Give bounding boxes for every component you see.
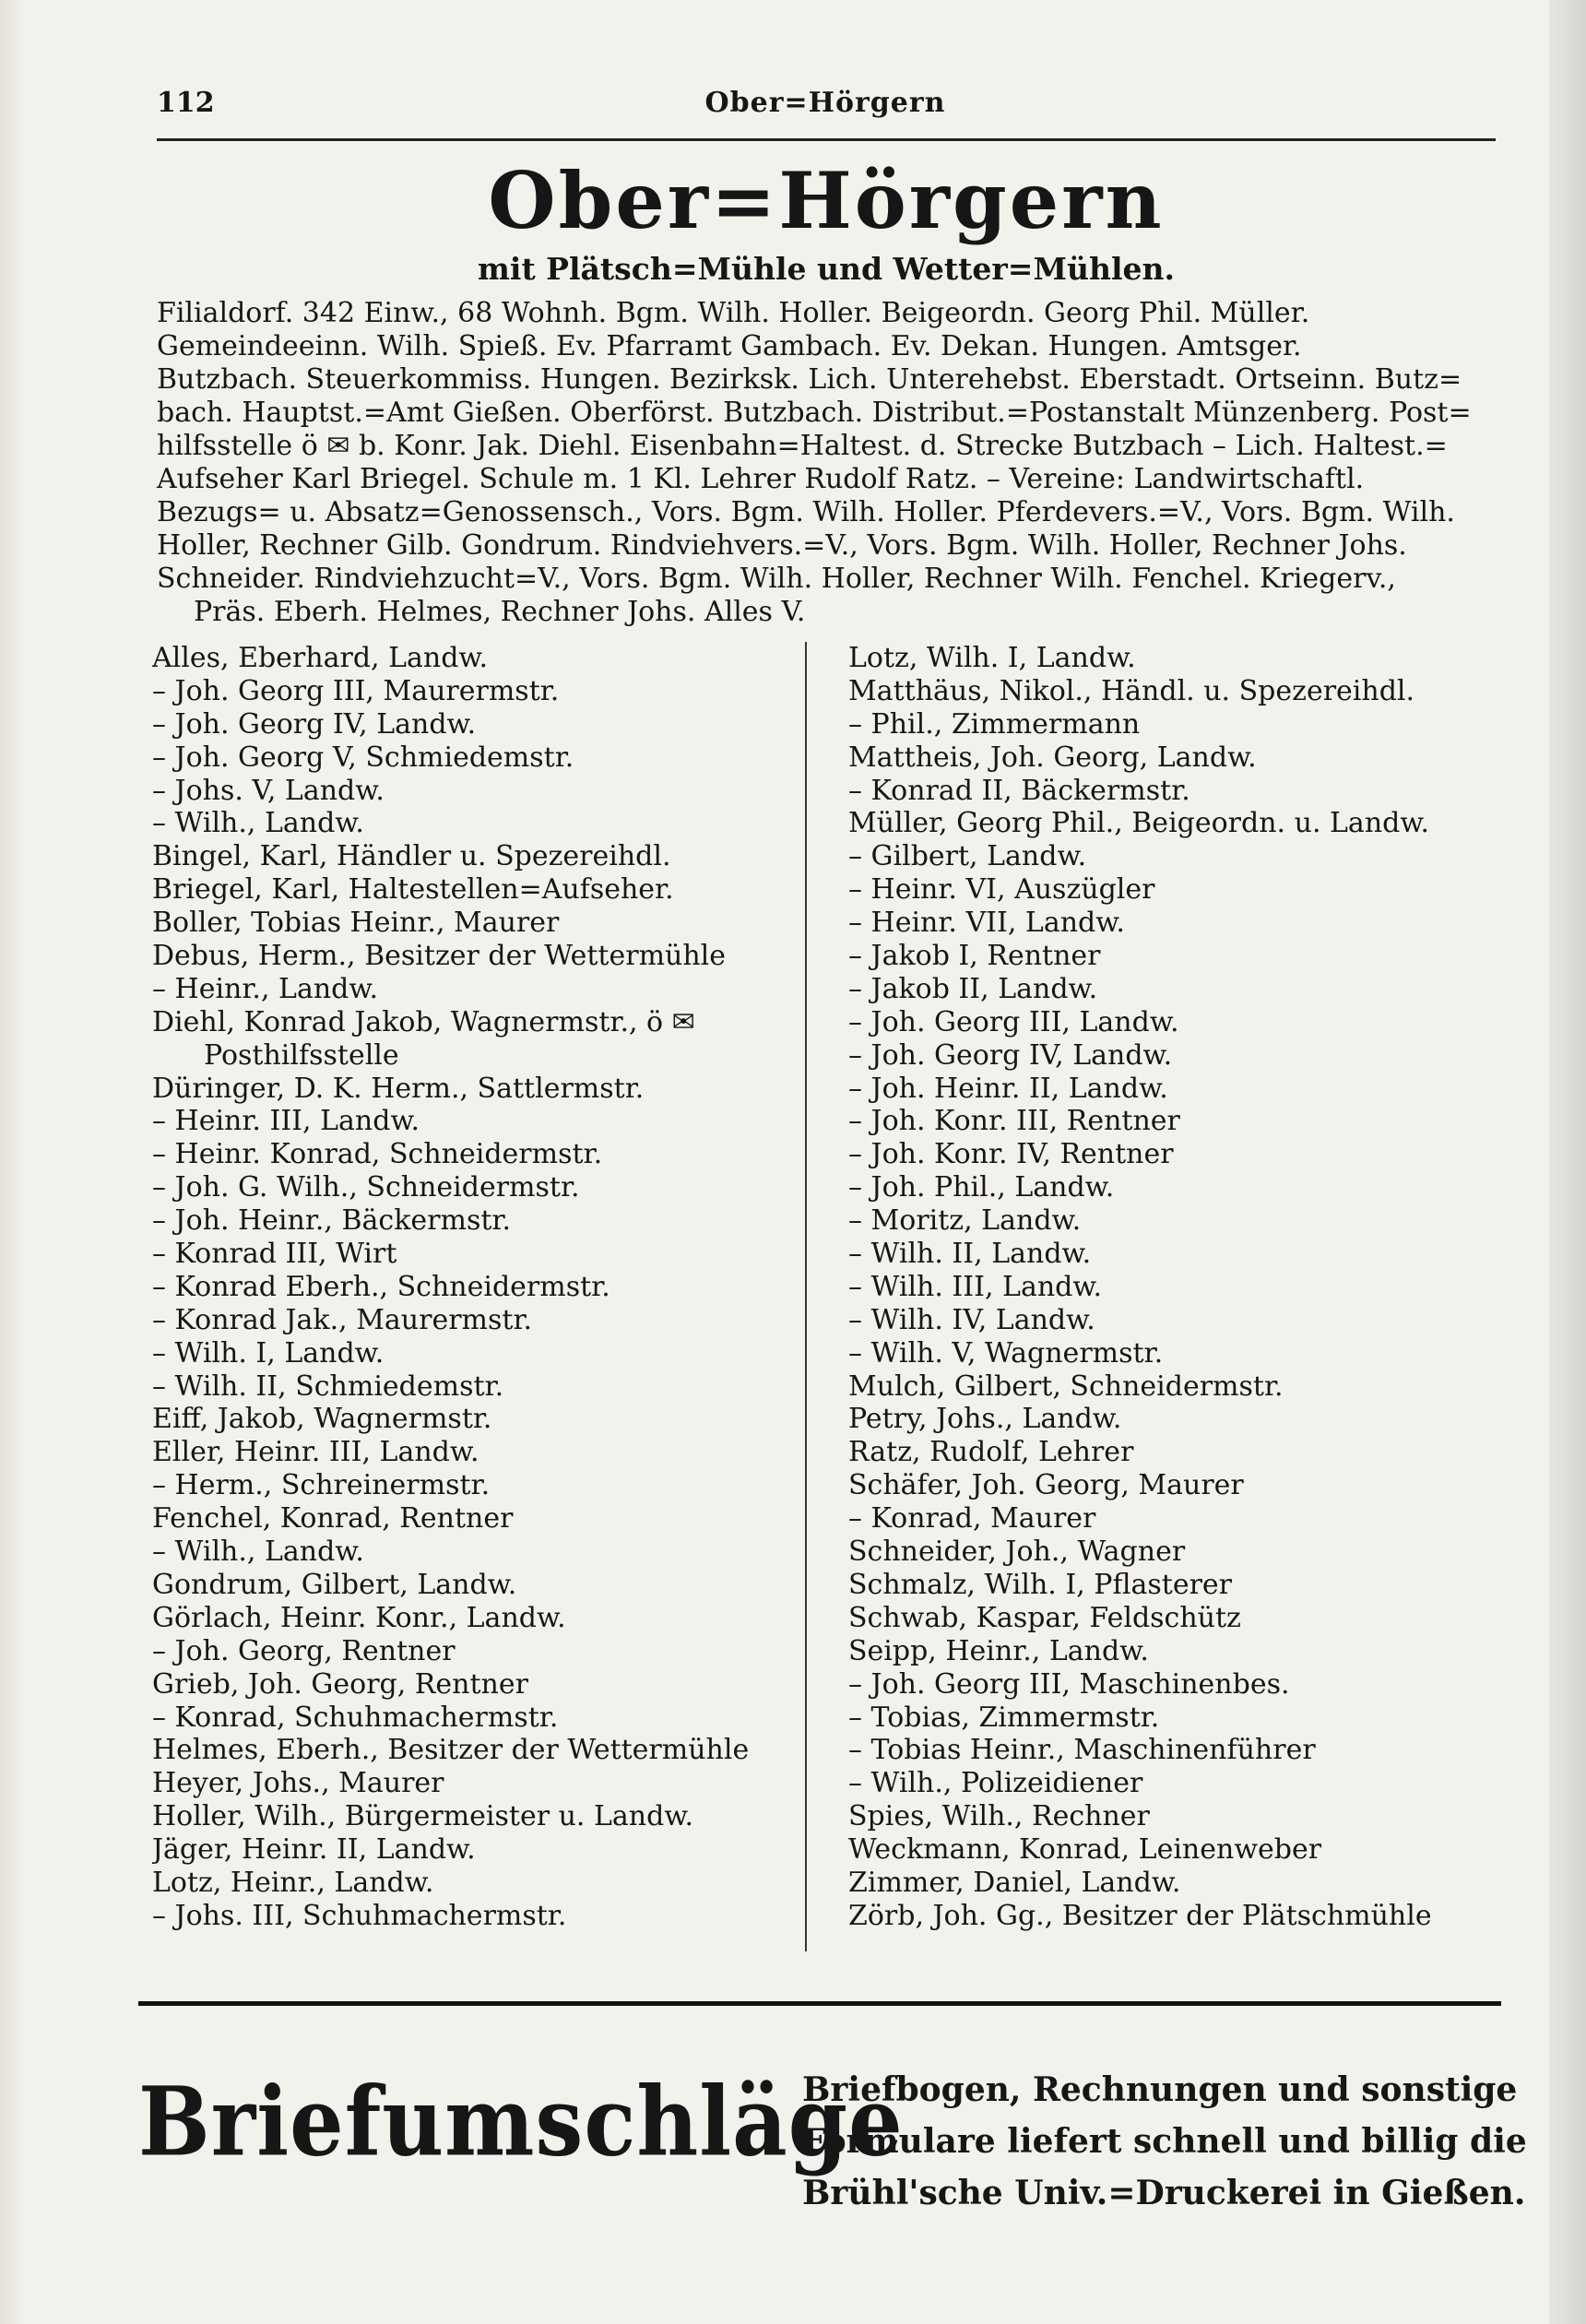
directory-entry: Zimmer, Daniel, Landw. (848, 1866, 1181, 1899)
directory-entry: – Konrad Jak., Maurermstr. (152, 1303, 533, 1336)
intro-line: Gemeindeeinn. Wilh. Spieß. Ev. Pfarramt Gambach. Ev. Dekan. Hungen. Amtsger. (157, 330, 1302, 362)
directory-entry: Schwab, Kaspar, Feldschütz (848, 1601, 1241, 1634)
intro-line: Aufseher Karl Briegel. Schule m. 1 Kl. Lehrer Rudolf Ratz. – Vereine: Landwirtschaftl. (157, 463, 1365, 495)
directory-entry: Diehl, Konrad Jakob, Wagnermstr., ö ✉ (152, 1005, 695, 1038)
intro-line: Bezugs= u. Absatz=Genossensch., Vors. Bgm. Wilh. Holler. Pferdevers.=V., Vors. Bgm. Wilh. (157, 496, 1455, 528)
page-edge-right (1549, 0, 1586, 2324)
directory-entry: – Jakob II, Landw. (848, 972, 1098, 1005)
intro-line: Holler, Rechner Gilb. Gondrum. Rindviehvers.=V., Vors. Bgm. Wilh. Holler, Rechner Johs. (157, 529, 1407, 562)
directory-entry: Heyer, Johs., Maurer (152, 1767, 444, 1800)
directory-entry: Helmes, Eberh., Besitzer der Wettermühle (152, 1734, 750, 1767)
directory-entry: Eiff, Jakob, Wagnermstr. (152, 1403, 492, 1436)
intro-line: hilfsstelle ö ✉ b. Konr. Jak. Diehl. Eisenbahn=Haltest. d. Strecke Butzbach – Lich. Haltest.= (157, 430, 1448, 462)
directory-entry: – Wilh. V, Wagnermstr. (848, 1336, 1164, 1370)
directory-entry: – Joh. Phil., Landw. (848, 1171, 1115, 1204)
intro-line: Präs. Eberh. Helmes, Rechner Johs. Alles V. (194, 596, 806, 628)
intro-line: Filialdorf. 342 Einw., 68 Wohnh. Bgm. Wilh. Holler. Beigeordn. Georg Phil. Müller. (157, 297, 1310, 329)
page-number: 112 (157, 87, 215, 119)
directory-entry: – Tobias, Zimmermstr. (848, 1701, 1160, 1734)
directory-entry: Schmalz, Wilh. I, Pflasterer (848, 1568, 1233, 1601)
directory-entry: – Joh. Georg V, Schmiedemstr. (152, 741, 574, 774)
directory-entry: Posthilfsstelle (204, 1038, 399, 1072)
advertisement-line: Formulare liefert schnell und billig die (802, 2122, 1527, 2161)
directory-entry: – Konrad, Schuhmachermstr. (152, 1701, 559, 1734)
directory-entry: Spies, Wilh., Rechner (848, 1800, 1150, 1833)
directory-entry: – Wilh. IV, Landw. (848, 1303, 1095, 1336)
directory-entry: Alles, Eberhard, Landw. (152, 642, 489, 674)
directory-entry: – Johs. V, Landw. (152, 774, 385, 807)
advertisement-headline: Briefumschläge (138, 2066, 904, 2178)
header-rule (157, 138, 1496, 141)
advertisement-rule (138, 2001, 1501, 2006)
right-column (848, 642, 1498, 1933)
directory-entry: – Wilh. II, Schmiedemstr. (152, 1370, 504, 1403)
directory-entry: Gondrum, Gilbert, Landw. (152, 1568, 517, 1601)
intro-line: bach. Hauptst.=Amt Gießen. Oberförst. Butzbach. Distribut.=Postanstalt Münzenberg. Post= (157, 397, 1472, 429)
directory-entry: Seipp, Heinr., Landw. (848, 1634, 1149, 1667)
directory-entry: Müller, Georg Phil., Beigeordn. u. Landw. (848, 807, 1429, 840)
directory-entry: – Heinr. III, Landw. (152, 1105, 420, 1138)
left-column (152, 642, 802, 1933)
column-divider (805, 642, 807, 1951)
directory-entry: Düringer, D. K. Herm., Sattlermstr. (152, 1072, 645, 1105)
directory-entry: Holler, Wilh., Bürgermeister u. Landw. (152, 1800, 693, 1833)
directory-entry: – Konrad III, Wirt (152, 1238, 397, 1271)
directory-entry: Weckmann, Konrad, Leinenweber (848, 1833, 1322, 1867)
directory-entry: – Joh. Heinr., Bäckermstr. (152, 1204, 511, 1238)
directory-entry: – Tobias Heinr., Maschinenführer (848, 1734, 1316, 1767)
directory-entry: Lotz, Heinr., Landw. (152, 1866, 434, 1899)
directory-entry: – Wilh. II, Landw. (848, 1238, 1092, 1271)
page-subtitle: mit Plätsch=Mühle und Wetter=Mühlen. (478, 251, 1175, 287)
directory-entry: Petry, Johs., Landw. (848, 1403, 1122, 1436)
advertisement-text (802, 2064, 1527, 2219)
page-title: Ober=Hörgern (488, 155, 1165, 246)
directory-entry: – Herm., Schreinermstr. (152, 1469, 491, 1502)
directory-entry: – Joh. Georg IV, Landw. (848, 1038, 1173, 1072)
running-head: Ober=Hörgern (704, 87, 946, 119)
directory-entry: – Wilh. I, Landw. (152, 1336, 385, 1370)
directory-entry: – Gilbert, Landw. (848, 840, 1087, 873)
directory-entry: – Joh. Heinr. II, Landw. (848, 1072, 1168, 1105)
directory-entry: – Heinr. Konrad, Schneidermstr. (152, 1138, 603, 1171)
directory-entry: – Heinr. VII, Landw. (848, 907, 1125, 940)
directory-entry: – Heinr. VI, Auszügler (848, 873, 1155, 907)
directory-entry: – Joh. Konr. IV, Rentner (848, 1138, 1174, 1171)
directory-entry: – Joh. Georg III, Landw. (848, 1005, 1179, 1038)
directory-entry: – Johs. III, Schuhmachermstr. (152, 1899, 567, 1932)
directory-entry: Jäger, Heinr. II, Landw. (152, 1833, 476, 1867)
directory-entry: – Wilh., Landw. (152, 807, 364, 840)
directory-entry: – Joh. G. Wilh., Schneidermstr. (152, 1171, 580, 1204)
directory-entry: – Konrad II, Bäckermstr. (848, 774, 1190, 807)
directory-entry: Briegel, Karl, Haltestellen=Aufseher. (152, 873, 674, 907)
directory-entry: – Joh. Georg, Rentner (152, 1634, 456, 1667)
directory-entry: Görlach, Heinr. Konr., Landw. (152, 1601, 566, 1634)
directory-entry: – Wilh. III, Landw. (848, 1270, 1103, 1303)
advertisement-line: Briefbogen, Rechnungen und sonstige (802, 2070, 1518, 2109)
advertisement-line: Brühl'sche Univ.=Druckerei in Gießen. (802, 2174, 1526, 2212)
directory-entry: – Joh. Konr. III, Rentner (848, 1105, 1180, 1138)
resident-directory (152, 642, 1500, 1942)
directory-entry: Fenchel, Konrad, Rentner (152, 1502, 514, 1536)
directory-entry: Ratz, Rudolf, Lehrer (848, 1436, 1134, 1469)
page-header (157, 87, 1494, 133)
directory-entry: Grieb, Joh. Georg, Rentner (152, 1667, 528, 1701)
directory-entry: – Joh. Georg IV, Landw. (152, 707, 477, 741)
directory-entry: Mulch, Gilbert, Schneidermstr. (848, 1370, 1284, 1403)
directory-entry: – Moritz, Landw. (848, 1204, 1082, 1238)
directory-entry: Lotz, Wilh. I, Landw. (848, 642, 1136, 674)
page-edge-left (0, 0, 26, 2324)
directory-entry: Bingel, Karl, Händler u. Spezereihdl. (152, 840, 671, 873)
directory-entry: Zörb, Joh. Gg., Besitzer der Plätschmühle (848, 1899, 1432, 1932)
directory-entry: Debus, Herm., Besitzer der Wettermühle (152, 940, 727, 973)
directory-entry: – Konrad, Maurer (848, 1502, 1096, 1536)
directory-entry: Boller, Tobias Heinr., Maurer (152, 907, 560, 940)
directory-entry: Eller, Heinr. III, Landw. (152, 1436, 479, 1469)
directory-entry: Mattheis, Joh. Georg, Landw. (848, 741, 1257, 774)
intro-line: Schneider. Rindviehzucht=V., Vors. Bgm. Wilh. Holler, Rechner Wilh. Fenchel. Kriegerv., (157, 563, 1396, 595)
directory-entry: Matthäus, Nikol., Händl. u. Spezereihdl. (848, 674, 1415, 707)
directory-entry: – Wilh., Landw. (152, 1536, 364, 1569)
intro-line: Butzbach. Steuerkommiss. Hungen. Bezirksk. Lich. Unterehebst. Eberstadt. Ortseinn. Butz= (157, 363, 1462, 396)
directory-entry: – Phil., Zimmermann (848, 707, 1141, 741)
directory-entry: – Konrad Eberh., Schneidermstr. (152, 1270, 610, 1303)
directory-entry: – Jakob I, Rentner (848, 940, 1101, 973)
directory-entry: – Wilh., Polizeidiener (848, 1767, 1143, 1800)
directory-entry: – Joh. Georg III, Maschinenbes. (848, 1667, 1290, 1701)
directory-entry: – Joh. Georg III, Maurermstr. (152, 674, 560, 707)
directory-entry: – Heinr., Landw. (152, 972, 379, 1005)
intro-paragraph (157, 297, 1496, 629)
directory-entry: Schneider, Joh., Wagner (848, 1536, 1186, 1569)
directory-entry: Schäfer, Joh. Georg, Maurer (848, 1469, 1244, 1502)
